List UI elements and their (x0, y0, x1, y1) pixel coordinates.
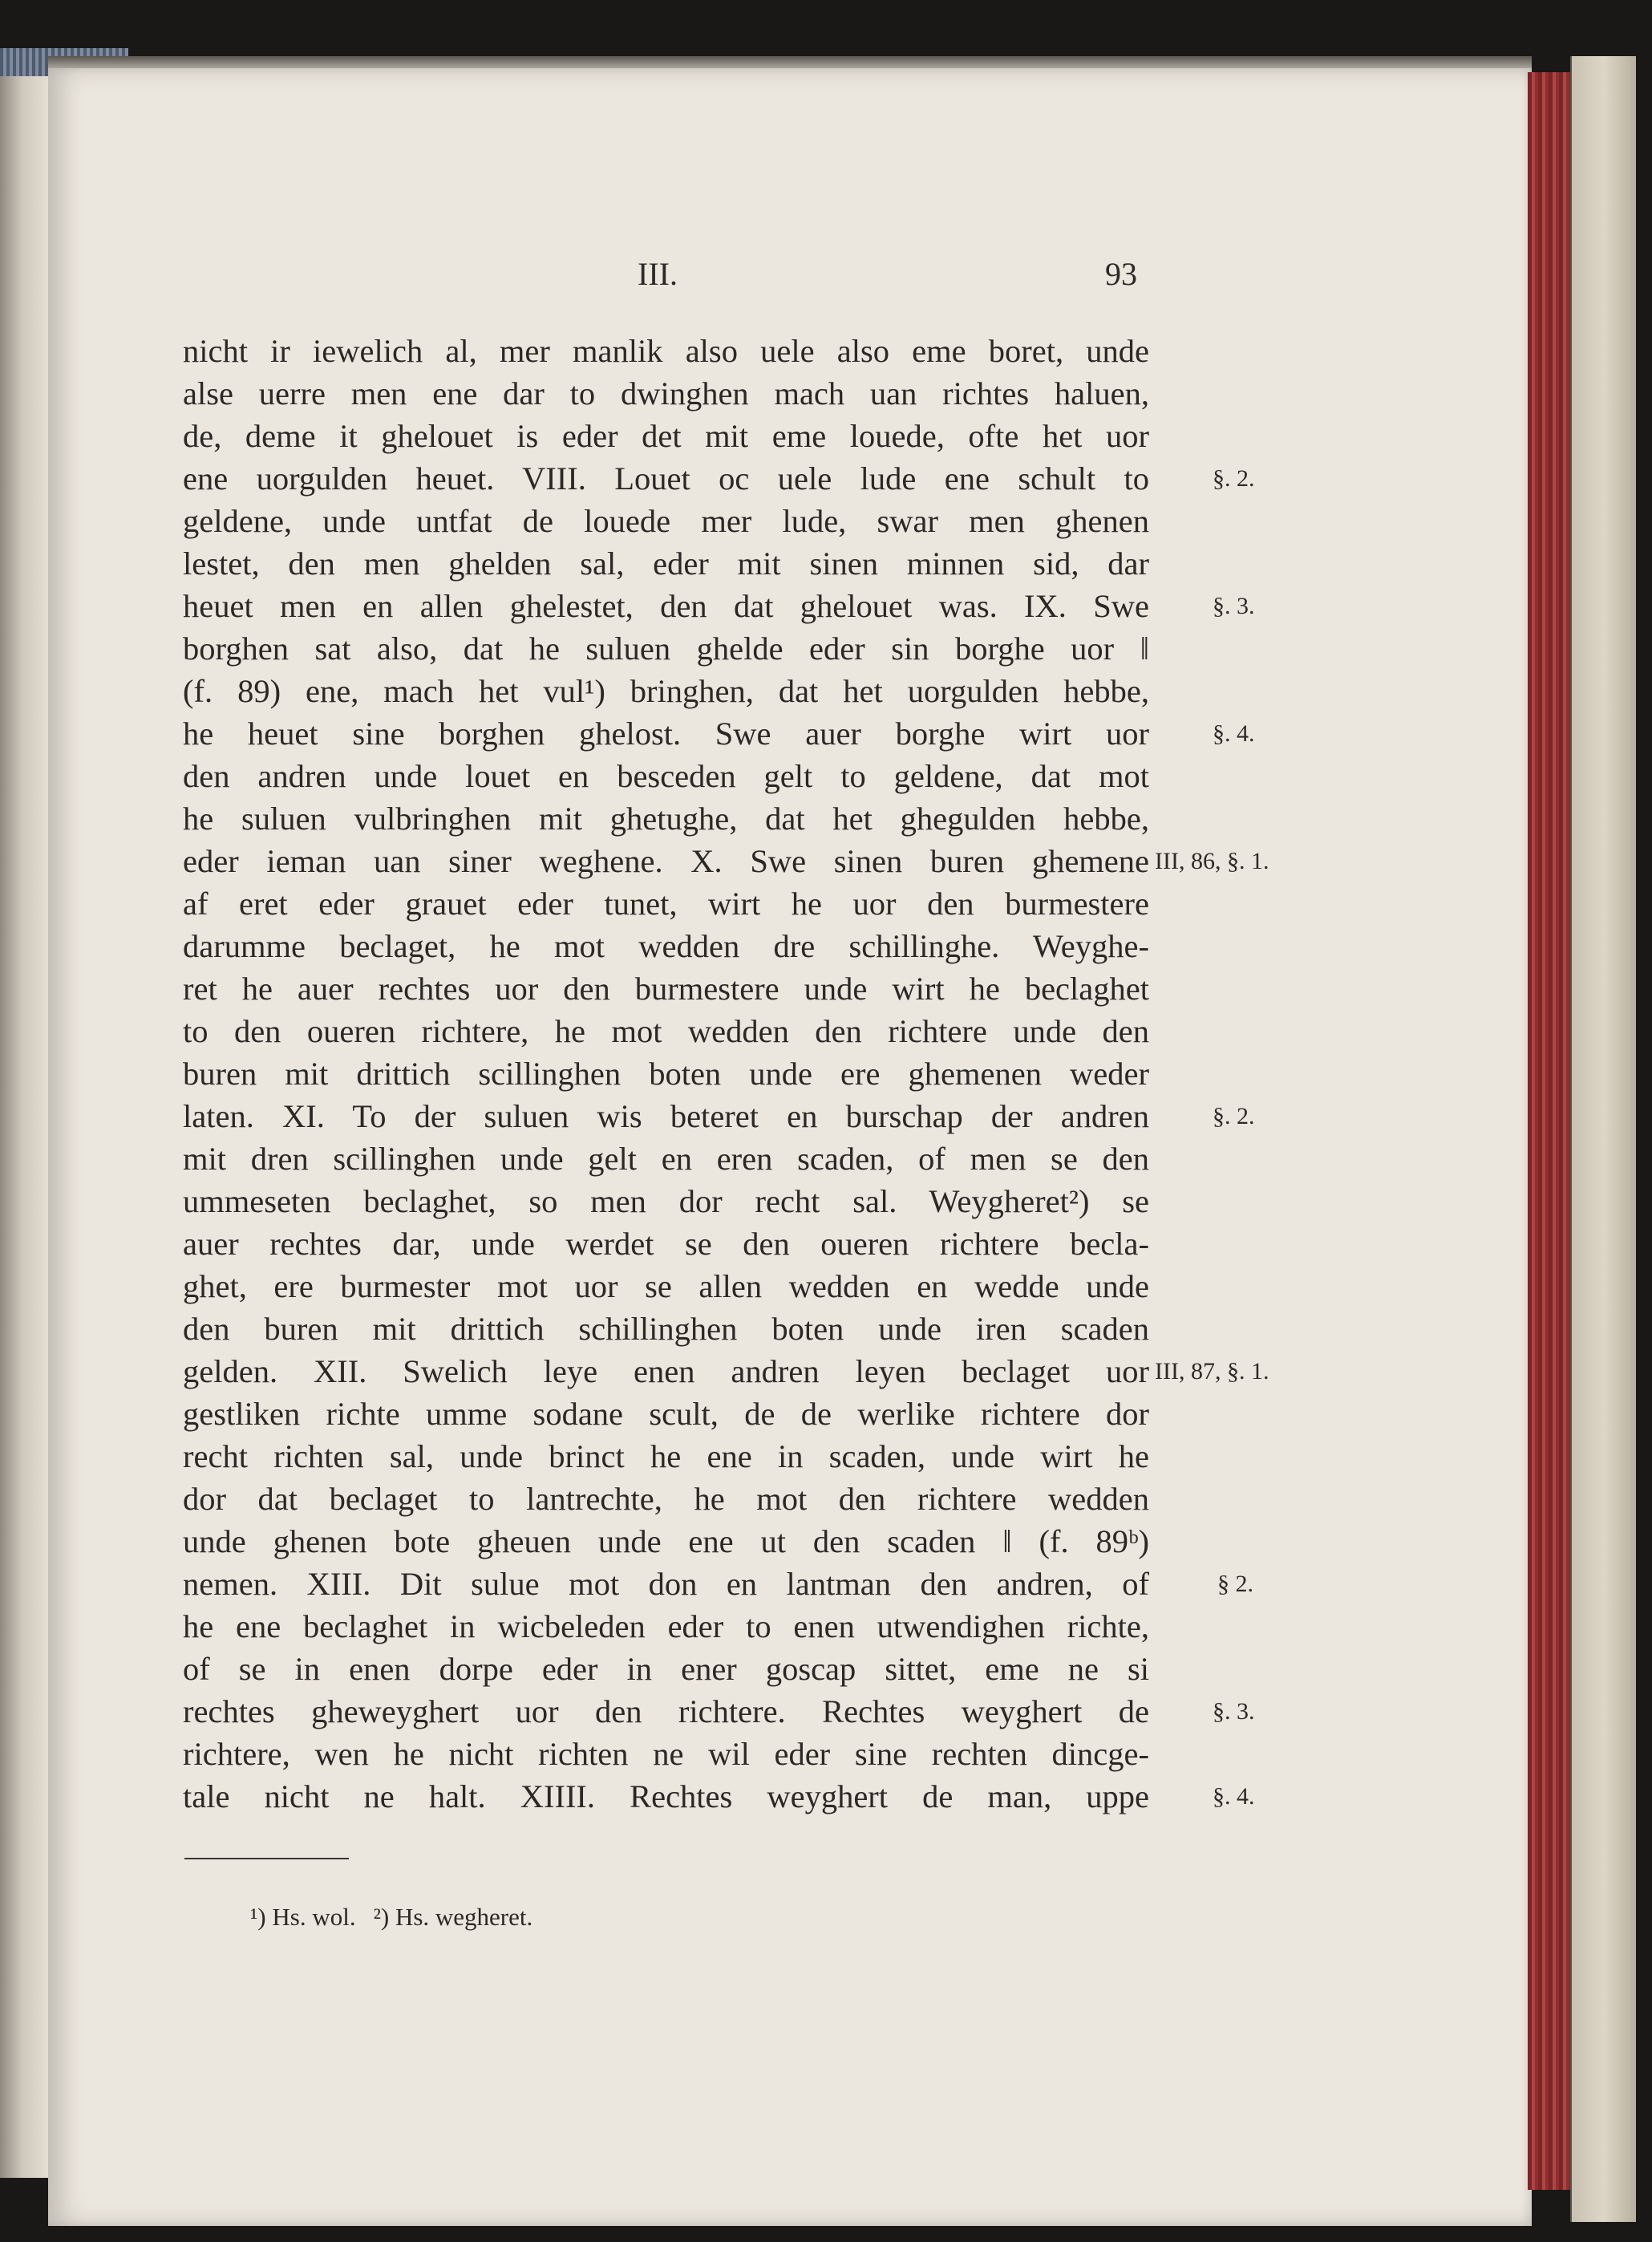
text-line: recht richten sal, unde brinct he ene in scaden, unde wirt he (183, 1438, 1149, 1474)
margin-reference: §. 2. (1213, 465, 1255, 492)
text-line: auer rechtes dar, unde werdet se den oueren richtere becla- (183, 1226, 1149, 1262)
text-line: tale nicht ne halt. XIIII. Rechtes weyghert de man, uppe (183, 1778, 1149, 1814)
text-line: richtere, wen he nicht richten ne wil eder sine rechten dincge- (183, 1736, 1149, 1772)
text-line: alse uerre men ene dar to dwinghen mach uan richtes haluen, (183, 375, 1149, 412)
text-line: geldene, unde untfat de louede mer lude, swar men ghenen (183, 503, 1149, 539)
margin-reference: § 2. (1217, 1571, 1253, 1597)
text-line: de, deme it ghelouet is eder det mit eme louede, ofte het uor (183, 418, 1149, 454)
text-line: darumme beclaget, he mot wedden dre schillinghe. Weyghe- (183, 928, 1149, 964)
margin-reference: §. 3. (1213, 1698, 1255, 1725)
text-line: (f. 89) ene, mach het vul¹) bringhen, dat het uorgulden hebbe, (183, 673, 1149, 709)
text-line: unde ghenen bote gheuen unde ene ut den scaden ‖ (f. 89ᵇ) (183, 1523, 1149, 1559)
text-line: nemen. XIII. Dit sulue mot don en lantman den andren, of (183, 1566, 1149, 1602)
text-line: borghen sat also, dat he suluen ghelde eder sin borghe uor ‖ (183, 630, 1149, 667)
text-line: buren mit drittich scillinghen boten unde ere ghemenen weder (183, 1056, 1149, 1092)
footnotes (250, 1903, 532, 1932)
text-line: nicht ir iewelich al, mer manlik also uele also eme boret, unde (183, 333, 1149, 369)
margin-reference: §. 4. (1213, 720, 1255, 747)
text-line: ene uorgulden heuet. VIII. Louet oc uele lude ene schult to (183, 460, 1149, 497)
footnote-1: ¹) Hs. wol. (250, 1903, 356, 1931)
text-line: eder ieman uan siner weghene. X. Swe sinen buren ghemene (183, 843, 1149, 879)
page-edges-red (1528, 72, 1572, 2190)
text-line: he heuet sine borghen ghelost. Swe auer borghe wirt uor (183, 716, 1149, 752)
text-line: ghet, ere burmester mot uor se allen wedden en wedde unde (183, 1268, 1149, 1304)
book-cover-board (1570, 56, 1636, 2222)
margin-reference: III, 86, §. 1. (1155, 848, 1269, 874)
text-line: to den oueren richtere, he mot wedden den richtere unde den (183, 1013, 1149, 1049)
footnote-2: ²) Hs. wegheret. (373, 1903, 533, 1931)
margin-reference: §. 4. (1213, 1783, 1255, 1810)
text-line: af eret eder grauet eder tunet, wirt he uor den burmestere (183, 886, 1149, 922)
text-line: dor dat beclaget to lantrechte, he mot den richtere wedden (183, 1481, 1149, 1517)
text-line: gestliken richte umme sodane scult, de de werlike richtere dor (183, 1396, 1149, 1432)
text-line: den buren mit drittich schillinghen boten unde iren scaden (183, 1311, 1149, 1347)
text-line: ummeseten beclaghet, so men dor recht sal. Weygheret²) se (183, 1183, 1149, 1219)
margin-reference: III, 87, §. 1. (1155, 1358, 1269, 1385)
text-line: mit dren scillinghen unde gelt en eren scaden, of men se den (183, 1141, 1149, 1177)
text-line: heuet men en allen ghelestet, den dat ghelouet was. IX. Swe (183, 588, 1149, 624)
text-line: he suluen vulbringhen mit ghetughe, dat het ghegulden hebbe, (183, 801, 1149, 837)
running-header-chapter: III. (638, 256, 678, 292)
text-line: rechtes gheweyghert uor den richtere. Rechtes weyghert de (183, 1693, 1149, 1729)
page-number: 93 (1105, 256, 1137, 292)
text-line: ret he auer rechtes uor den burmestere unde wirt he beclaghet (183, 971, 1149, 1007)
margin-reference: §. 3. (1213, 593, 1255, 619)
text-line: he ene beclaghet in wicbeleden eder to enen utwendighen richte, (183, 1608, 1149, 1644)
footnote-rule (184, 1858, 349, 1859)
text-line: gelden. XII. Swelich leye enen andren leyen beclaget uor (183, 1353, 1149, 1389)
text-line: laten. XI. To der suluen wis beteret en burschap der andren (183, 1098, 1149, 1134)
text-line: lestet, den men ghelden sal, eder mit sinen minnen sid, dar (183, 545, 1149, 582)
text-line: den andren unde louet en besceden gelt to geldene, dat mot (183, 758, 1149, 794)
text-line: of se in enen dorpe eder in ener goscap sittet, eme ne si (183, 1651, 1149, 1687)
left-page-edge (0, 76, 52, 2178)
body-text (183, 330, 1149, 1818)
margin-reference: §. 2. (1213, 1103, 1255, 1129)
